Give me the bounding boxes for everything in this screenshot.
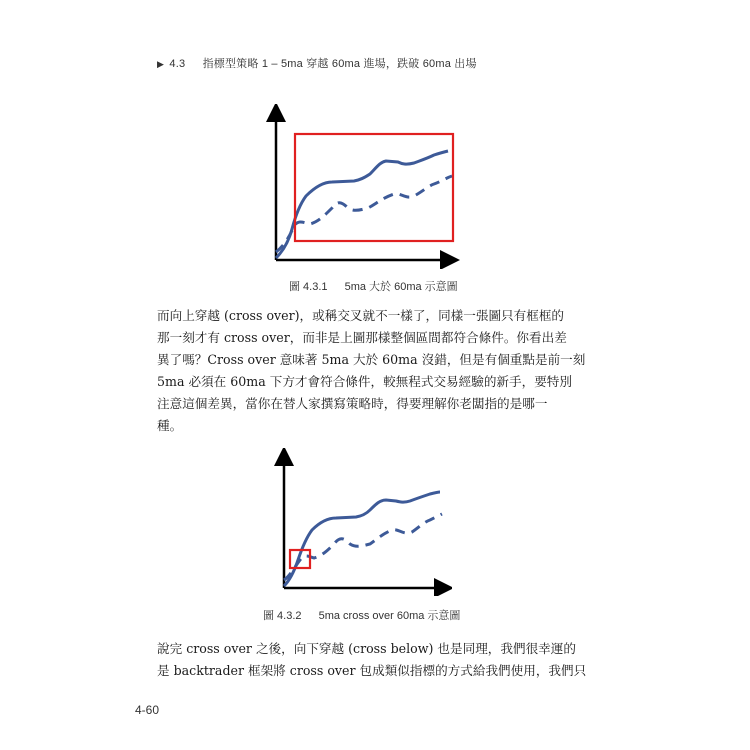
paragraph-line: 注意這個差異，當你在替人家撰寫策略時，得要理解你老闆指的是哪一: [157, 396, 548, 411]
paragraph-line: 5ma 必須在 60ma 下方才會符合條件，較無程式交易經驗的新手，要特別: [157, 374, 572, 389]
paragraph-line: 種。: [157, 418, 183, 433]
figure2-caption-text: 5ma cross over 60ma 示意圖: [318, 610, 461, 622]
paragraph-line: 而向上穿越 (cross over)，或稱交叉就不一樣了，同樣一張圖只有框框的: [157, 308, 565, 323]
page-number: 4-60: [135, 703, 160, 717]
figure1-caption: [289, 278, 458, 294]
running-header: [157, 55, 477, 71]
paragraph-cross-over-explanation: [157, 305, 586, 437]
figure-5ma-cross-over-60ma: [272, 448, 452, 596]
figure-5ma-above-60ma: [262, 104, 462, 269]
section-marker-icon: ▶: [157, 59, 165, 69]
figure1-caption-text: 5ma 大於 60ma 示意圖: [344, 281, 458, 293]
section-title: 指標型策略 1 – 5ma 穿越 60ma 進場，跌破 60ma 出場: [202, 58, 477, 70]
section-number: 4.3: [169, 58, 186, 70]
paragraph-cross-below-intro: [157, 638, 587, 682]
5ma-line: [284, 492, 440, 586]
paragraph-line: 那一刻才有 cross over，而非是上圖那樣整個區間都符合條件。你看出差: [157, 330, 567, 345]
paragraph-line: 異了嗎？Cross over 意味著 5ma 大於 60ma 沒錯，但是有個重點是前一刻: [157, 352, 586, 367]
figure2-caption: [263, 607, 460, 623]
paragraph-line: 是 backtrader 框架將 cross over 包成類似指標的方式給我們使用，我們只: [157, 663, 587, 678]
figure2-caption-number: 圖 4.3.2: [263, 610, 302, 622]
figure1-caption-number: 圖 4.3.1: [289, 281, 328, 293]
paragraph-line: 說完 cross over 之後，向下穿越 (cross below) 也是同理，我們很幸運的: [157, 641, 576, 656]
60ma-line: [284, 514, 442, 580]
